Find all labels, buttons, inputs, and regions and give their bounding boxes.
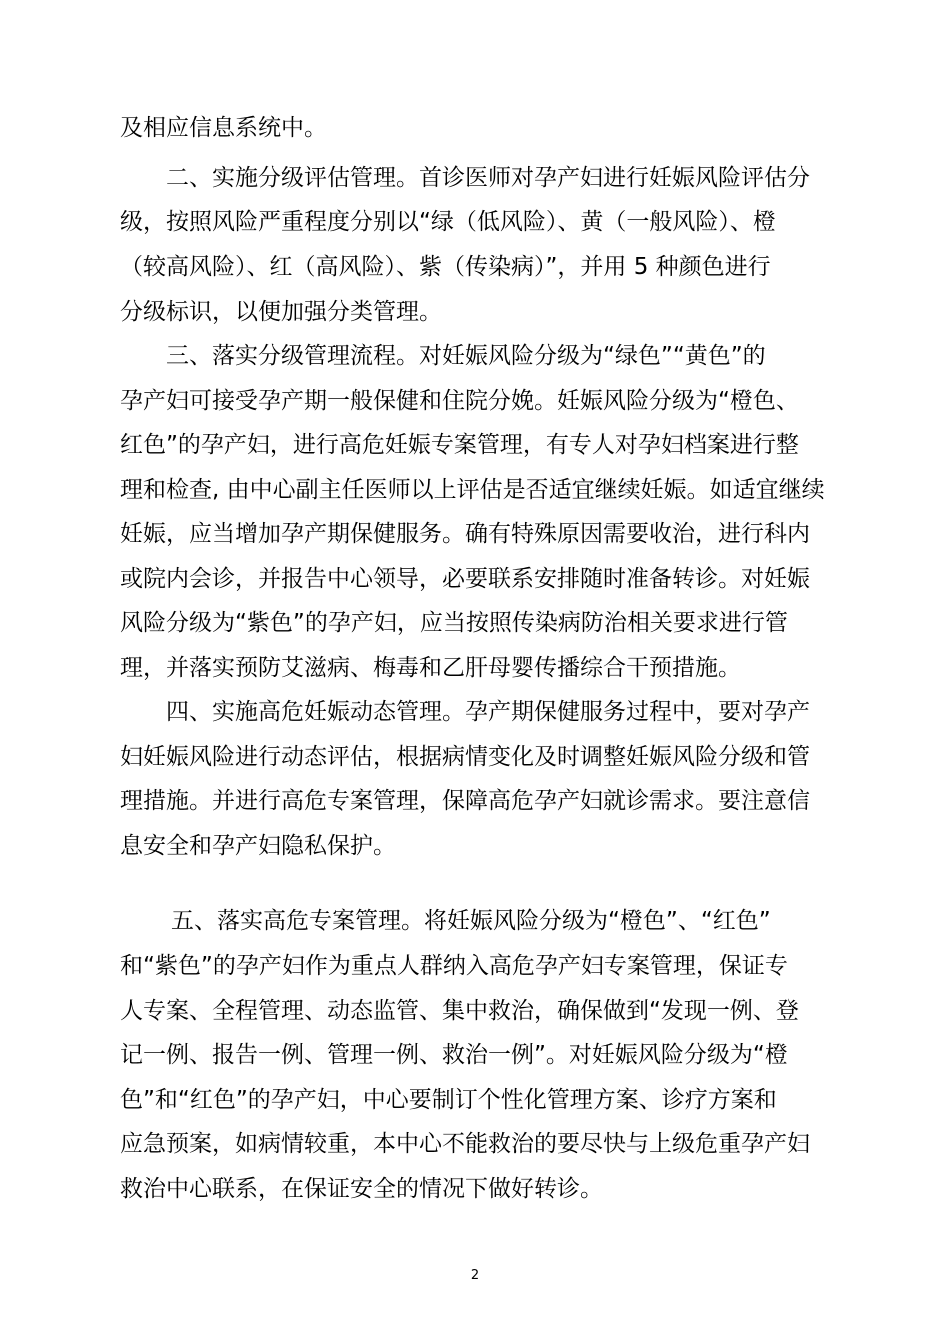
text-line: 二、实施分级评估管理。首诊医师对孕产妇进行妊娠风险评估分 xyxy=(166,165,810,191)
text-line: （较高风险）、红（高风险）、紫（传染病）”，并用 5 种颜色进行 xyxy=(120,254,771,280)
text-line: 三、落实分级管理流程。对妊娠风险分级为“绿色”“黄色”的 xyxy=(166,343,766,369)
text-line: 分级标识，以便加强分类管理。 xyxy=(120,299,442,325)
text-line: 级，按照风险严重程度分别以“绿（低风险）、黄（一般风险）、橙 xyxy=(120,209,776,235)
text-line: 人专案、全程管理、动态监管、集中救治，确保做到“发现一例、登 xyxy=(120,998,799,1024)
text-line: 理和检查, 由中心副主任医师以上评估是否适宜继续妊娠。如适宜继续 xyxy=(120,477,825,503)
text-line: 或院内会诊，并报告中心领导，必要联系安排随时准备转诊。对妊娠 xyxy=(120,566,810,592)
text-line: 五、落实高危专案管理。将妊娠风险分级为“橙色”、“红色” xyxy=(171,908,771,934)
text-line: 风险分级为“紫色”的孕产妇，应当按照传染病防治相关要求进行管 xyxy=(120,610,788,636)
text-line: 理，并落实预防艾滋病、梅毒和乙肝母婴传播综合干预措施。 xyxy=(120,655,741,681)
page-number: 2 xyxy=(470,1268,480,1283)
text-line: 妇妊娠风险进行动态评估，根据病情变化及时调整妊娠风险分级和管 xyxy=(120,744,810,770)
text-line: 记一例、报告一例、管理一例、救治一例”。对妊娠风险分级为“橙 xyxy=(120,1042,788,1068)
text-line: 救治中心联系，在保证安全的情况下做好转诊。 xyxy=(120,1176,603,1202)
text-line: 和“紫色”的孕产妇作为重点人群纳入高危孕产妇专案管理，保证专 xyxy=(120,953,788,979)
text-line: 四、实施高危妊娠动态管理。孕产期保健服务过程中，要对孕产 xyxy=(166,699,810,725)
text-line: 及相应信息系统中。 xyxy=(120,115,327,141)
text-line: 理措施。并进行高危专案管理，保障高危孕产妇就诊需求。要注意信 xyxy=(120,788,810,814)
text-line: 孕产妇可接受孕产期一般保健和住院分娩。妊娠风险分级为“橙色、 xyxy=(120,388,799,414)
text-line: 应急预案，如病情较重，本中心不能救治的要尽快与上级危重孕产妇 xyxy=(120,1131,810,1157)
text-line: 红色”的孕产妇，进行高危妊娠专案管理，有专人对孕妇档案进行整 xyxy=(120,432,799,458)
text-line: 妊娠，应当增加孕产期保健服务。确有特殊原因需要收治，进行科内 xyxy=(120,521,810,547)
text-line: 息安全和孕产妇隐私保护。 xyxy=(120,833,396,859)
text-line: 色”和“红色”的孕产妇，中心要制订个性化管理方案、诊疗方案和 xyxy=(120,1087,777,1113)
